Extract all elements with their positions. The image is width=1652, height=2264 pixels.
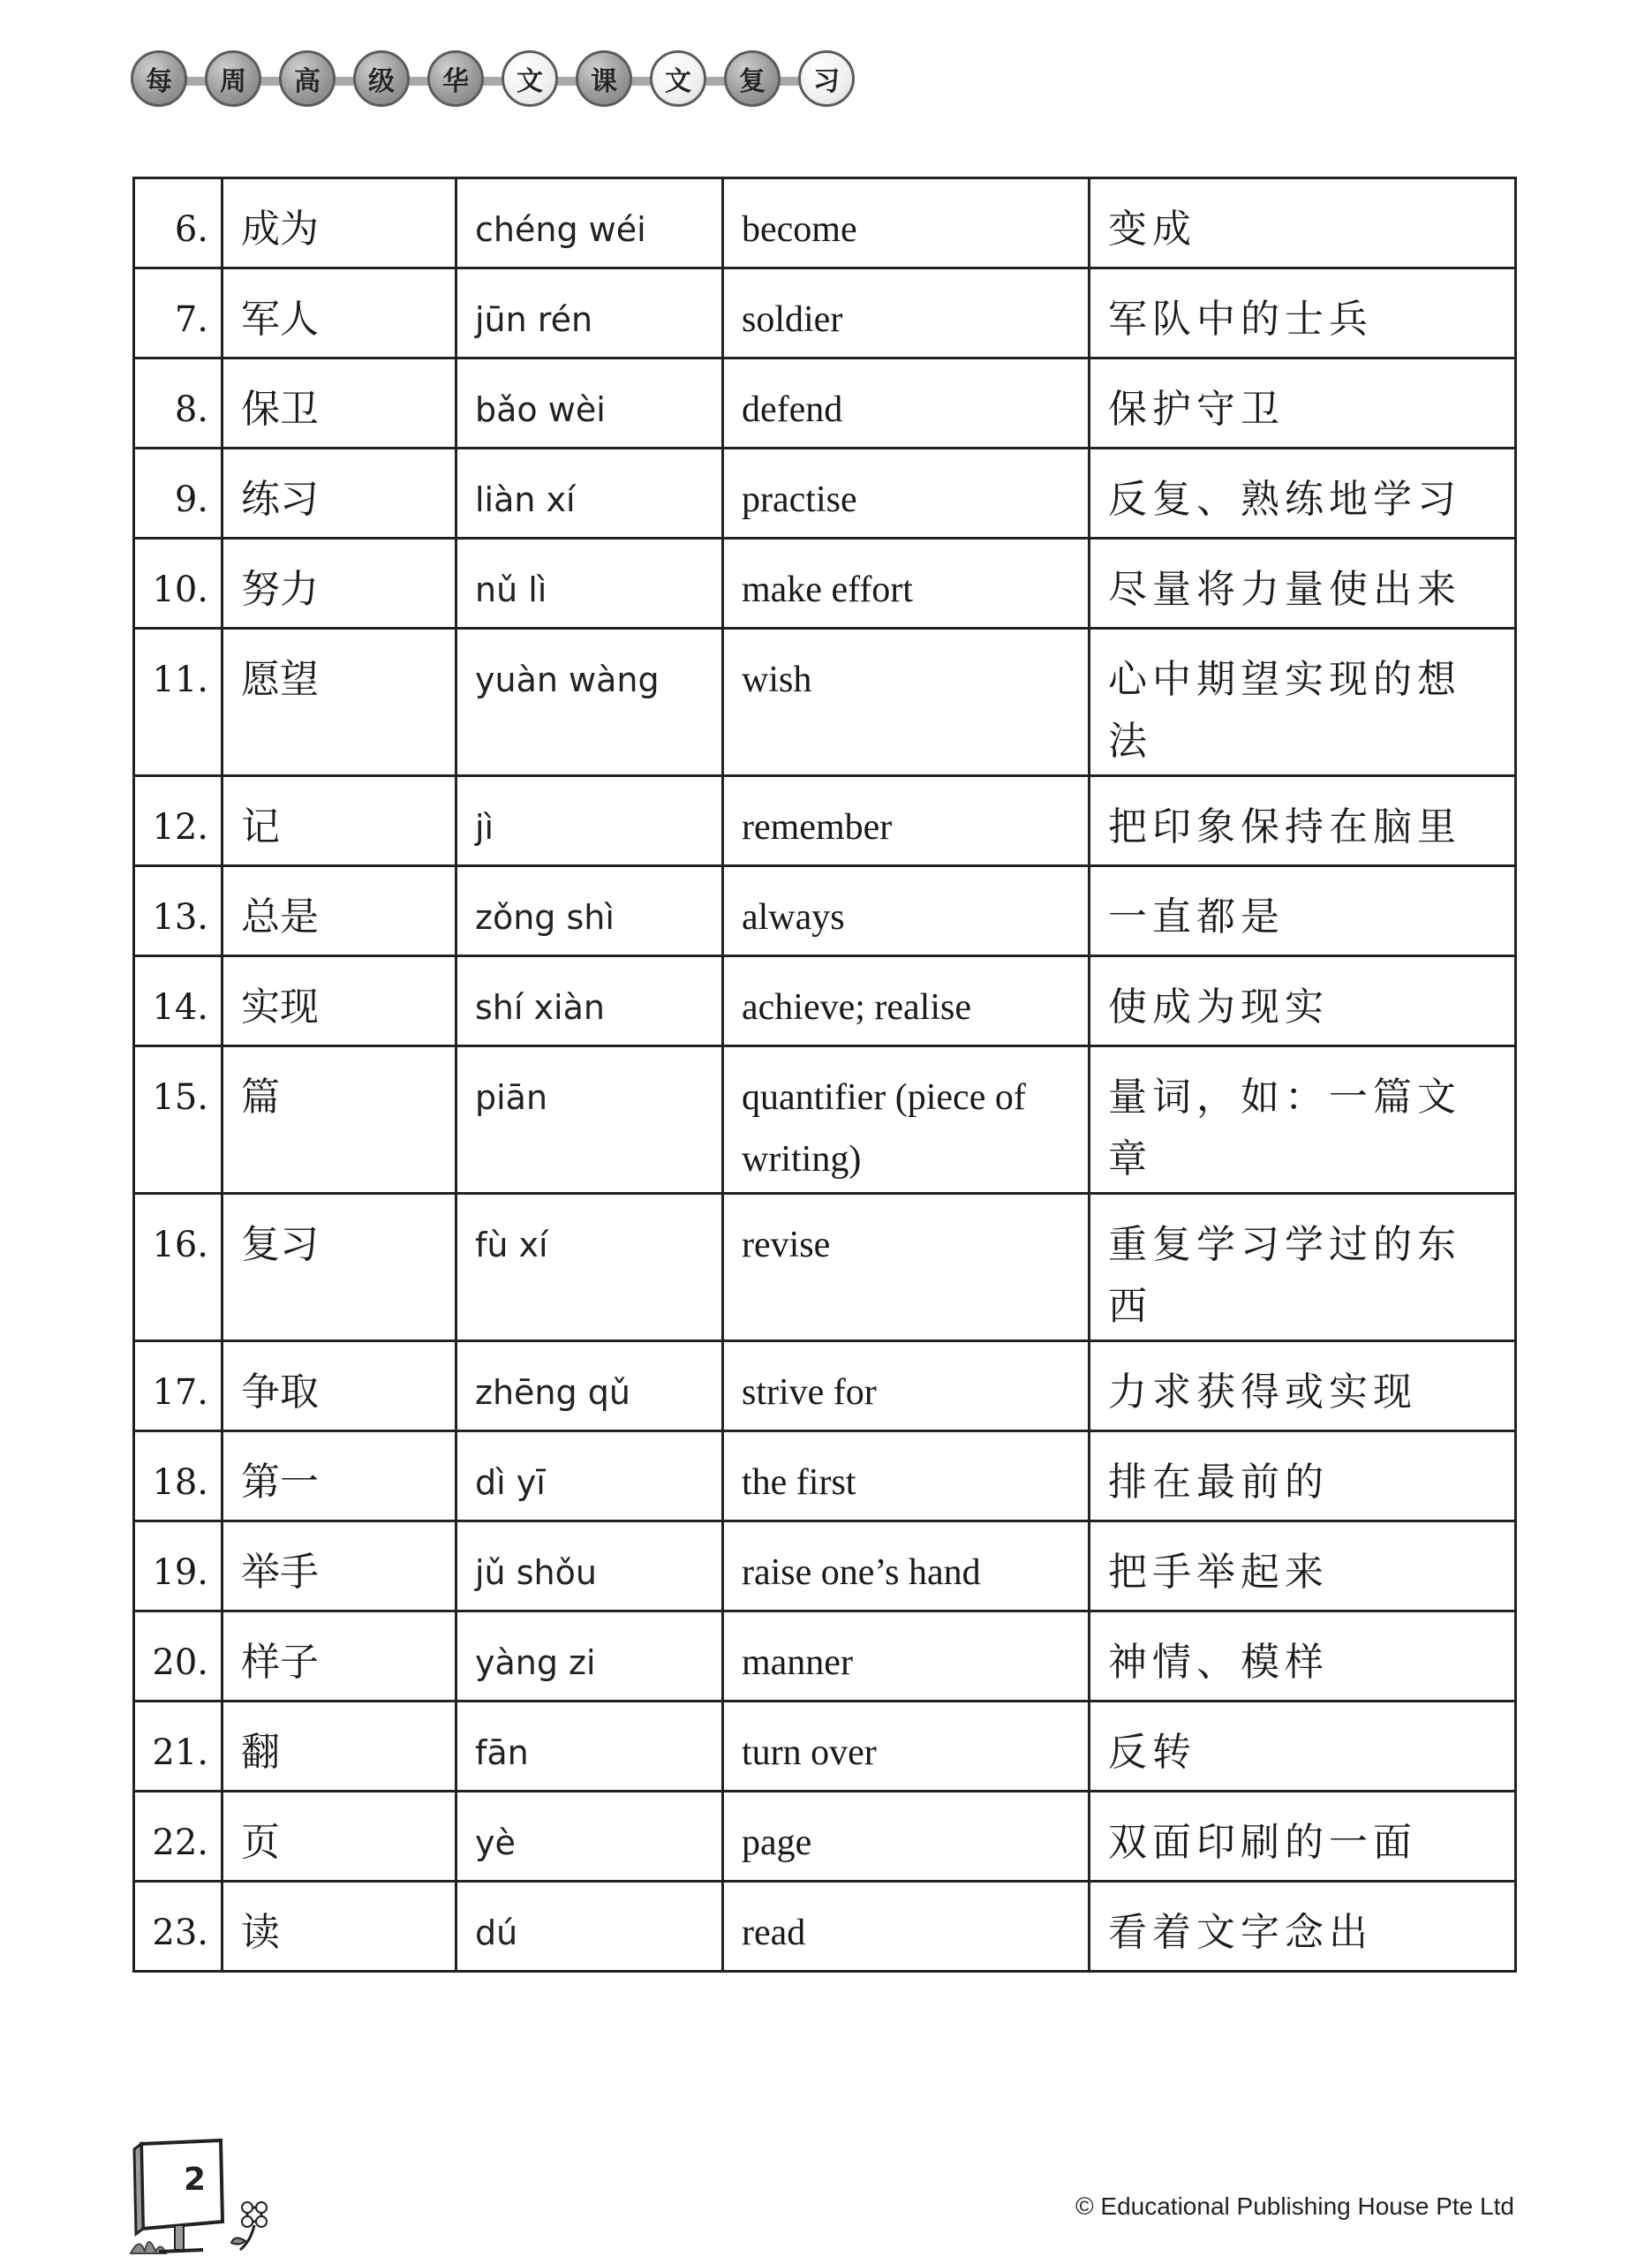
pinyin: dú — [456, 1882, 723, 1972]
pinyin: jǔ shǒu — [456, 1521, 723, 1611]
chinese-definition: 军队中的士兵 — [1090, 268, 1516, 358]
chinese-definition: 一直都是 — [1090, 866, 1516, 956]
pinyin: zhēng qǔ — [456, 1341, 723, 1431]
english-meaning: raise one’s hand — [723, 1521, 1090, 1611]
entry-number: 6. — [134, 178, 223, 268]
chinese-definition: 反转 — [1090, 1702, 1516, 1792]
chinese-word: 争取 — [223, 1341, 456, 1431]
entry-number: 7. — [134, 268, 223, 358]
chinese-definition: 量词，如：一篇文章 — [1090, 1046, 1516, 1194]
chinese-definition: 心中期望实现的想法 — [1090, 629, 1516, 776]
pinyin: liàn xí — [456, 449, 723, 539]
entry-number: 17. — [134, 1341, 223, 1431]
header-title-chain — [131, 50, 872, 110]
header-char-bubble: 周 — [205, 50, 261, 107]
table-row — [134, 539, 1516, 629]
chinese-definition: 把手举起来 — [1090, 1521, 1516, 1611]
chinese-word: 总是 — [223, 866, 456, 956]
pinyin: nǔ lì — [456, 539, 723, 629]
table-row — [134, 1046, 1516, 1194]
header-char-bubble: 每 — [131, 50, 187, 107]
table-row — [134, 1702, 1516, 1792]
pinyin: shí xiàn — [456, 956, 723, 1046]
page-number-badge — [124, 2137, 274, 2260]
chinese-definition: 力求获得或实现 — [1090, 1341, 1516, 1431]
chinese-word: 样子 — [223, 1611, 456, 1702]
english-meaning: achieve; realise — [723, 956, 1090, 1046]
header-char-bubble: 课 — [576, 50, 632, 107]
chinese-word: 成为 — [223, 178, 456, 268]
table-row — [134, 629, 1516, 776]
header-char-bubble: 文 — [502, 50, 558, 107]
entry-number: 12. — [134, 776, 223, 866]
entry-number: 20. — [134, 1611, 223, 1702]
chinese-word: 读 — [223, 1882, 456, 1972]
table-row — [134, 178, 1516, 268]
table-row — [134, 1521, 1516, 1611]
table-row — [134, 1431, 1516, 1521]
table-row — [134, 866, 1516, 956]
english-meaning: quantifier (piece of writing) — [723, 1046, 1090, 1194]
chinese-word: 保卫 — [223, 358, 456, 449]
entry-number: 21. — [134, 1702, 223, 1792]
pinyin: dì yī — [456, 1431, 723, 1521]
header-char-bubble: 习 — [798, 50, 855, 107]
chinese-word: 翻 — [223, 1702, 456, 1792]
english-meaning: revise — [723, 1194, 1090, 1341]
english-meaning: remember — [723, 776, 1090, 866]
chinese-definition: 反复、熟练地学习 — [1090, 449, 1516, 539]
english-meaning: make effort — [723, 539, 1090, 629]
table-row — [134, 956, 1516, 1046]
pinyin: fù xí — [456, 1194, 723, 1341]
chinese-word: 军人 — [223, 268, 456, 358]
chinese-word: 复习 — [223, 1194, 456, 1341]
chinese-definition: 双面印刷的一面 — [1090, 1792, 1516, 1882]
copyright-notice: © Educational Publishing House Pte Ltd — [1075, 2192, 1514, 2220]
pinyin: jūn rén — [456, 268, 723, 358]
table-row — [134, 1792, 1516, 1882]
entry-number: 14. — [134, 956, 223, 1046]
pinyin: zǒng shì — [456, 866, 723, 956]
chinese-word: 实现 — [223, 956, 456, 1046]
pinyin: yàng zi — [456, 1611, 723, 1702]
pinyin: jì — [456, 776, 723, 866]
pinyin: yè — [456, 1792, 723, 1882]
chinese-word: 练习 — [223, 449, 456, 539]
chinese-definition: 尽量将力量使出来 — [1090, 539, 1516, 629]
header-char-bubble: 高 — [279, 50, 336, 107]
english-meaning: strive for — [723, 1341, 1090, 1431]
table-row — [134, 1882, 1516, 1972]
table-row — [134, 449, 1516, 539]
chinese-word: 努力 — [223, 539, 456, 629]
english-meaning: soldier — [723, 268, 1090, 358]
pinyin: fān — [456, 1702, 723, 1792]
chinese-definition: 变成 — [1090, 178, 1516, 268]
chinese-definition: 神情、模样 — [1090, 1611, 1516, 1702]
pinyin: yuàn wàng — [456, 629, 723, 776]
vocabulary-table — [132, 177, 1517, 1973]
english-meaning: the first — [723, 1431, 1090, 1521]
chinese-definition: 保护守卫 — [1090, 358, 1516, 449]
english-meaning: wish — [723, 629, 1090, 776]
header-char-bubble: 文 — [650, 50, 706, 107]
english-meaning: page — [723, 1792, 1090, 1882]
english-meaning: always — [723, 866, 1090, 956]
entry-number: 11. — [134, 629, 223, 776]
table-row — [134, 1194, 1516, 1341]
chinese-word: 记 — [223, 776, 456, 866]
vocabulary-table-body — [134, 178, 1516, 1972]
chinese-definition: 使成为现实 — [1090, 956, 1516, 1046]
table-row — [134, 358, 1516, 449]
table-row — [134, 1341, 1516, 1431]
pinyin: chéng wéi — [456, 178, 723, 268]
table-row — [134, 1611, 1516, 1702]
table-row — [134, 268, 1516, 358]
chinese-definition: 重复学习学过的东西 — [1090, 1194, 1516, 1341]
entry-number: 18. — [134, 1431, 223, 1521]
header-char-bubble: 级 — [353, 50, 410, 107]
chinese-word: 第一 — [223, 1431, 456, 1521]
entry-number: 22. — [134, 1792, 223, 1882]
english-meaning: defend — [723, 358, 1090, 449]
entry-number: 15. — [134, 1046, 223, 1194]
chinese-word: 篇 — [223, 1046, 456, 1194]
book-stand-icon — [124, 2137, 274, 2260]
page-number: 2 — [184, 2162, 207, 2198]
entry-number: 10. — [134, 539, 223, 629]
english-meaning: become — [723, 178, 1090, 268]
english-meaning: read — [723, 1882, 1090, 1972]
entry-number: 9. — [134, 449, 223, 539]
chinese-word: 举手 — [223, 1521, 456, 1611]
english-meaning: manner — [723, 1611, 1090, 1702]
chinese-word: 页 — [223, 1792, 456, 1882]
english-meaning: practise — [723, 449, 1090, 539]
entry-number: 16. — [134, 1194, 223, 1341]
chinese-definition: 把印象保持在脑里 — [1090, 776, 1516, 866]
table-row — [134, 776, 1516, 866]
entry-number: 19. — [134, 1521, 223, 1611]
header-char-bubble: 复 — [724, 50, 781, 107]
header-char-bubble: 华 — [427, 50, 484, 107]
chinese-definition: 排在最前的 — [1090, 1431, 1516, 1521]
entry-number: 8. — [134, 358, 223, 449]
chinese-definition: 看着文字念出 — [1090, 1882, 1516, 1972]
chinese-word: 愿望 — [223, 629, 456, 776]
pinyin: bǎo wèi — [456, 358, 723, 449]
entry-number: 23. — [134, 1882, 223, 1972]
entry-number: 13. — [134, 866, 223, 956]
english-meaning: turn over — [723, 1702, 1090, 1792]
pinyin: piān — [456, 1046, 723, 1194]
